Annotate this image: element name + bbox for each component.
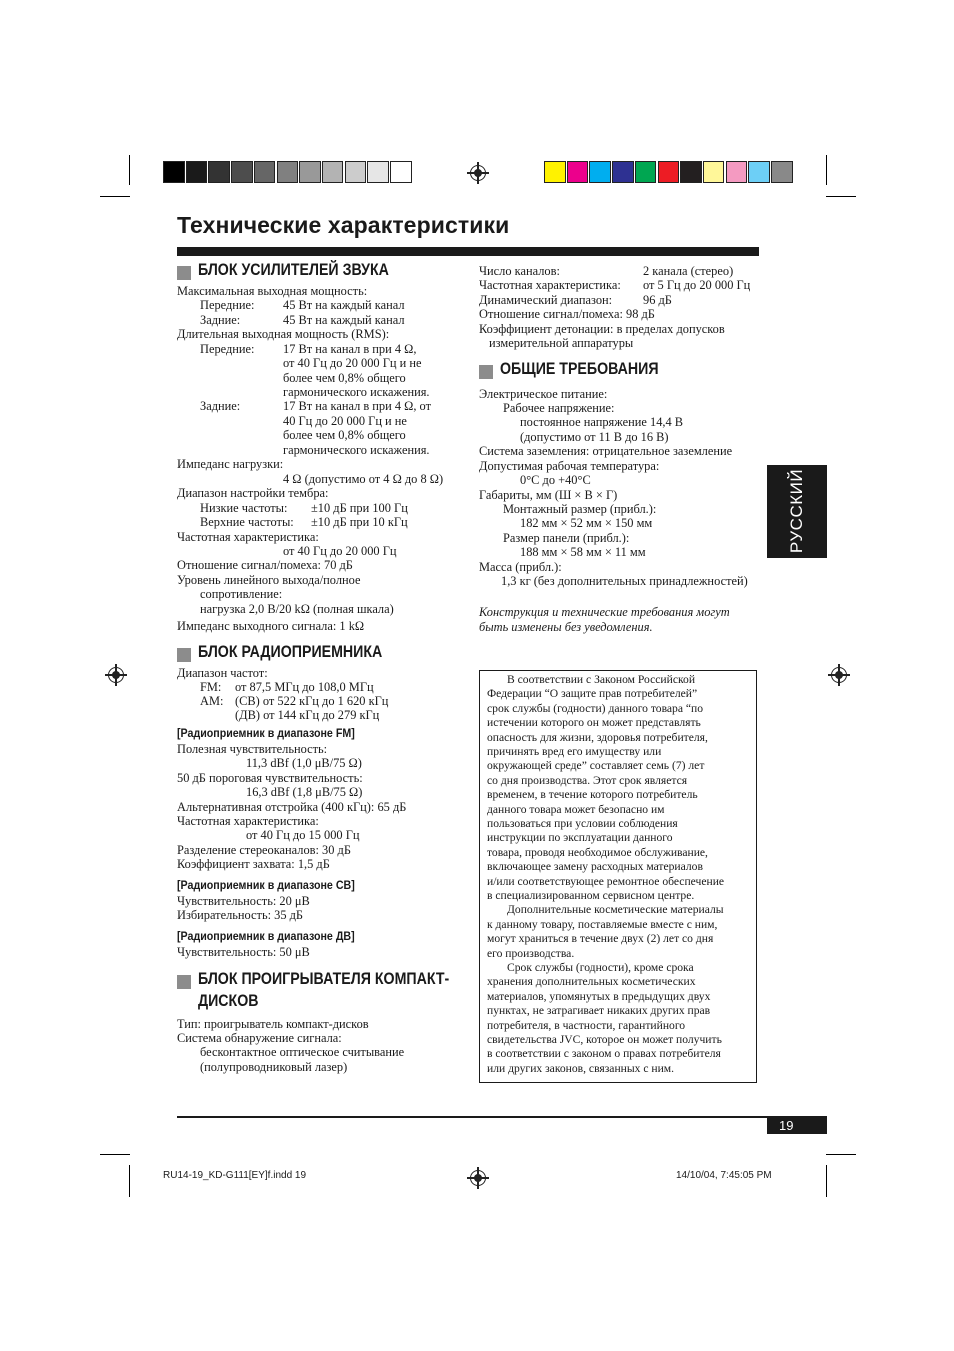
spec-value: ±10 дБ при 10 кГц [311,515,408,529]
title-rule [177,247,759,256]
section-heading-general: ОБЩИЕ ТРЕБОВАНИЯ [500,360,659,378]
notice-line: и/или соответствующее ремонтное обеспечение [487,874,725,888]
disclaimer-note: быть изменены без уведомления. [479,620,653,634]
spec-line: Масса (прибл.): [479,560,562,574]
spec-label: Частотная характеристика: [479,278,621,292]
language-side-tab [767,465,827,558]
notice-line: временем, в течение которого потребитель [487,788,698,802]
notice-line: пунктах, не затрагивает никаких других прав [487,1004,711,1018]
spec-line: 50 дБ пороговая чувствительность: [177,771,363,785]
spec-value: более чем 0,8% общего [283,371,406,385]
color-swatch [612,161,634,183]
spec-line: Система заземления: отрицательное заземление [479,444,733,458]
spec-label: Задние: [200,313,241,327]
notice-line: или других законов, связанных с ним. [487,1061,675,1075]
spec-value: от 5 Гц до 20 000 Гц [643,278,751,292]
spec-value: 45 Вт на каждый канал [283,313,405,327]
subheading-fm: [Радиоприемник в диапазоне FM] [177,726,355,740]
notice-line: окружающей среде” составляет семь (7) лет [487,759,705,773]
notice-line: потребителя, в частности, гарантийного [487,1018,686,1032]
spec-label: Передние: [200,298,255,312]
page-title: Технические характеристики [177,212,510,238]
section-heading-cd: БЛОК ПРОИГРЫВАТЕЛЯ КОМПАКТ- [198,970,450,988]
spec-label: Низкие частоты: [200,501,288,515]
color-swatch [208,161,230,183]
color-swatch [726,161,748,183]
spec-value: (ДВ) от 144 кГц до 279 кГц [235,708,380,722]
spec-label: AM: [200,694,224,708]
notice-line: пользоваться при условии соблюдения [487,817,678,830]
disclaimer-note: Конструкция и технические требования могут [479,605,730,619]
spec-value: 45 Вт на каждый канал [283,298,405,312]
spec-line: Чувствительность: 50 μВ [177,945,310,959]
spec-value: 40 Гц до 20 000 Гц и не [283,414,407,428]
section-square [177,648,191,662]
section-square [177,266,191,280]
spec-value: от 87,5 МГц до 108,0 МГц [235,680,374,694]
notice-line: истечении которого он может представлять [487,716,701,730]
spec-value: от 40 Гц до 20 000 Гц [283,544,397,558]
section-heading-cd-cont: ДИСКОВ [198,992,259,1010]
notice-line: в соответствии с законом о правах потребителя [487,1047,721,1061]
color-swatch [186,161,208,183]
spec-line: Избирательность: 35 дБ [177,908,304,922]
notice-line: включающее замену расходных материалов [487,860,703,874]
spec-line: Допустимая рабочая температура: [479,459,660,473]
spec-line: Система обнаружение сигнала: [177,1031,342,1045]
spec-line: Частотная характеристика: [177,814,319,828]
crop-mark [129,1165,130,1197]
spec-line: Коэффициент детонации: в пределах допусков [479,322,725,336]
color-swatch [163,161,185,183]
registration-mark-icon [470,165,486,181]
color-swatch [322,161,344,183]
color-swatch [254,161,276,183]
spec-line: Чувствительность: 20 μВ [177,894,310,908]
notice-line: материалов, упомянутых в предыдущих двух [487,989,711,1003]
spec-line: Полезная чувствительность: [177,742,328,756]
spec-label: Динамический диапазон: [479,293,613,307]
registration-mark-icon [108,667,124,683]
spec-value: 16,3 dBf (1,8 μВ/75 Ω) [246,785,363,799]
spec-line: бесконтактное оптическое считывание [200,1045,405,1059]
color-swatch [658,161,680,183]
spec-value: ±10 дБ при 100 Гц [311,501,408,515]
notice-line: Федерации “О защите прав потребителей” [487,687,698,701]
spec-line: Отношение сигнал/помеха: 70 дБ [177,558,353,572]
color-swatch [367,161,389,183]
crop-mark [129,155,130,185]
spec-line: Импеданс выходного сигнала: 1 kΩ [177,619,365,633]
spec-line: Габариты, мм (Ш × В × Г) [479,488,618,502]
crop-mark [826,1165,827,1197]
notice-line: Дополнительные косметические материалы [507,903,724,917]
spec-value: (допустимо от 11 В до 16 В) [520,430,669,444]
spec-line: Длительная выходная мощность (RMS): [177,327,390,341]
spec-line: Размер панели (прибл.): [503,531,630,545]
spec-line: Отношение сигнал/помеха: 98 дБ [479,307,655,321]
notice-line: в специализированном сервисном центре. [487,889,695,902]
color-swatch [703,161,725,183]
spec-value: 4 Ω (допустимо от 4 Ω до 8 Ω) [283,472,444,486]
spec-value: от 40 Гц до 20 000 Гц и не [283,356,422,370]
subheading-mw: [Радиоприемник в диапазоне СВ] [177,878,355,892]
notice-line: опасность для жизни, здоровья потребителя, [487,730,708,744]
footer-timestamp: 14/10/04, 7:45:05 PM [676,1170,772,1181]
section-square [479,365,493,379]
notice-line: к данному товару, поставляемые вместе с ним, [487,917,718,931]
spec-value: 11,3 dBf (1,0 μВ/75 Ω) [246,756,362,770]
crop-mark [826,196,856,197]
spec-label: FM: [200,680,222,694]
notice-line: Срок службы (годности), кроме срока [507,961,694,974]
spec-line: измерительной аппаратуры [489,336,634,350]
notice-line: В соответствии с Законом Российской [507,673,696,686]
color-swatch [231,161,253,183]
spec-line: Монтажный размер (прибл.): [503,502,657,516]
notice-line: хранения дополнительных косметических [487,975,696,989]
spec-label: Задние: [200,399,241,413]
color-swatch [567,161,589,183]
color-swatch [277,161,299,183]
spec-line: (полупроводниковый лазер) [200,1060,348,1074]
spec-line: Разделение стереоканалов: 30 дБ [177,843,351,857]
color-swatch [589,161,611,183]
spec-value: 188 мм × 58 мм × 11 мм [520,545,646,559]
notice-line: товара, проводя необходимое обслуживание, [487,845,708,859]
crop-mark [826,155,827,185]
spec-label: Верхние частоты: [200,515,294,529]
notice-line: его производства. [487,946,575,960]
spec-line: Диапазон настройки тембра: [177,486,329,500]
spec-line: Уровень линейного выхода/полное [177,573,361,587]
spec-line: Импеданс нагрузки: [177,457,284,471]
notice-line: причинять вред его имуществу или [487,745,662,758]
spec-line: нагрузка 2,0 В/20 kΩ (полная шкала) [200,602,394,616]
notice-line: могут храниться в течение двух (2) лет со дня [487,932,714,946]
color-swatch [748,161,770,183]
spec-value: постоянное напряжение 14,4 В [520,415,684,429]
spec-value: 17 Вт на канал в при 4 Ω, от [283,399,431,413]
spec-line: Альтернативная отстройка (400 кГц): 65 дБ [177,800,407,814]
crop-mark [826,1154,856,1155]
spec-label: Передние: [200,342,255,356]
footer-file-info: RU14-19_KD-G111[EY]f.indd 19 [163,1170,307,1181]
notice-line: срок службы (годности) данного товара “по [487,701,704,715]
color-swatch [299,161,321,183]
spec-value: 96 дБ [643,293,672,307]
language-label: РУССКИЙ [787,468,806,554]
spec-value: 17 Вт на канал в при 4 Ω, [283,342,417,356]
spec-value: гармонического искажения. [283,385,430,399]
color-swatch [635,161,657,183]
registration-mark-icon [470,1170,486,1186]
color-swatch [345,161,367,183]
spec-value: 0°C до +40°C [520,473,591,487]
spec-value: от 40 Гц до 15 000 Гц [246,828,360,842]
spec-value: гармонического искажения. [283,443,430,457]
subheading-lw: [Радиоприемник в диапазоне ДВ] [177,929,355,943]
spec-line: сопротивление: [200,587,283,601]
spec-line: Тип: проигрыватель компакт-дисков [177,1017,369,1031]
color-swatch [390,161,412,183]
spec-label: Число каналов: [479,264,560,278]
color-swatch [544,161,566,183]
spec-value: более чем 0,8% общего [283,428,406,442]
notice-line: свидетельства JVC, которое он может получить [487,1033,722,1046]
notice-line: инструкции по эксплуатации данного [487,831,673,845]
notice-line: со дня производства. Этот срок является [487,773,688,787]
spec-value: 1,3 кг (без дополнительных принадлежностей) [501,574,748,588]
spec-line: Максимальная выходная мощность: [177,284,368,298]
color-swatch [771,161,793,183]
spec-value: 2 канала (стерео) [643,264,734,278]
spec-value: (СВ) от 522 кГц до 1 620 кГц [235,694,389,708]
section-heading-amplifier: БЛОК УСИЛИТЕЛЕЙ ЗВУКА [198,261,389,279]
registration-mark-icon [831,667,847,683]
spec-line: Диапазон частот: [177,666,268,680]
color-swatch [680,161,702,183]
spec-line: Частотная характеристика: [177,530,319,544]
page-number-tab [767,1118,827,1134]
spec-line: Электрическое питание: [479,387,608,401]
section-square [177,975,191,989]
spec-value: 182 мм × 52 мм × 150 мм [520,516,653,530]
page-number: 19 [779,1118,794,1133]
crop-mark [100,1154,130,1155]
notice-line: данного товара может безопасно им [487,802,665,816]
section-heading-radio: БЛОК РАДИОПРИЕМНИКА [198,643,383,661]
bottom-rule [177,1116,827,1118]
spec-line: Коэффициент захвата: 1,5 дБ [177,857,330,871]
crop-mark [100,196,130,197]
spec-line: Рабочее напряжение: [503,401,615,415]
